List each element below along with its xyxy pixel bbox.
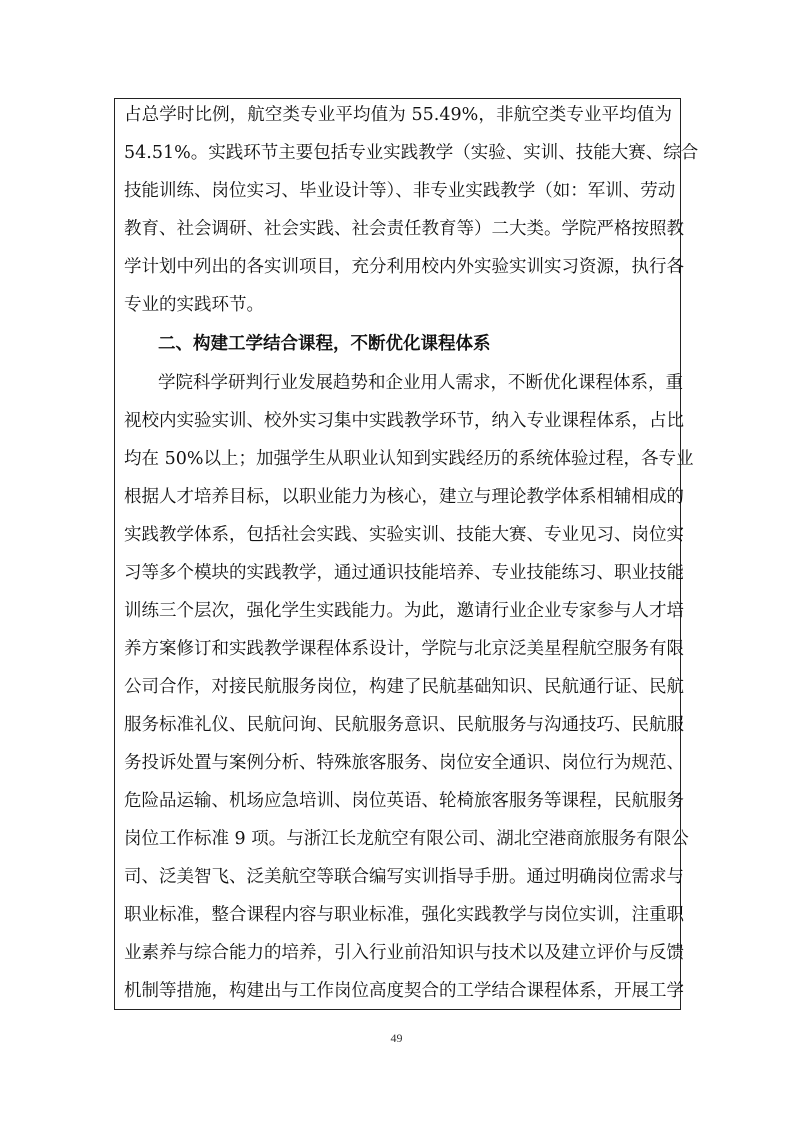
paragraph-1-line-4: 教育、社会调研、社会实践、社会责任教育等）二大类。学院严格按照教 [124, 219, 684, 239]
paragraph-2-line-1: 学院科学研判行业发展趋势和企业用人需求，不断优化课程体系，重 [158, 373, 683, 393]
paragraph-1-line-3: 技能训练、岗位实习、毕业设计等）、非专业实践教学（如：军训、劳动 [124, 181, 676, 201]
paragraph-2-line-13: 岗位工作标准 9 项。与浙江长龙航空有限公司、湖北空港商旅服务有限公 [124, 829, 689, 849]
paragraph-1-line-5: 学计划中列出的各实训项目，充分利用校内外实验实训实习资源，执行各 [124, 257, 684, 277]
paragraph-1-line-1: 占总学时比例，航空类专业平均值为 55.49%，非航空类专业平均值为 [124, 105, 672, 125]
paragraph-2-line-3: 均在 50%以上；加强学生从职业认知到实践经历的系统体验过程，各专业 [124, 449, 694, 469]
paragraph-2-line-11: 务投诉处置与案例分析、特殊旅客服务、岗位安全通识、岗位行为规范、 [124, 753, 684, 773]
paragraph-2-line-15: 职业标准，整合课程内容与职业标准，强化实践教学与岗位实训，注重职 [124, 905, 684, 925]
paragraph-2-line-10: 服务标准礼仪、民航问询、民航服务意识、民航服务与沟通技巧、民航服 [124, 715, 684, 735]
paragraph-2-line-12: 危险品运输、机场应急培训、岗位英语、轮椅旅客服务等课程，民航服务 [124, 791, 684, 811]
paragraph-1-line-6: 专业的实践环节。 [124, 295, 264, 315]
paragraph-2-line-2: 视校内实验实训、校外实习集中实践教学环节，纳入专业课程体系，占比 [124, 411, 684, 431]
paragraph-2-line-17: 机制等措施，构建出与工作岗位高度契合的工学结合课程体系，开展工学 [124, 981, 684, 1001]
section-heading: 二、构建工学结合课程，不断优化课程体系 [158, 334, 491, 354]
paragraph-1-line-2: 54.51%。实践环节主要包括专业实践教学（实验、实训、技能大赛、综合 [124, 143, 699, 163]
paragraph-2-line-14: 司、泛美智飞、泛美航空等联合编写实训指导手册。通过明确岗位需求与 [124, 867, 684, 887]
paragraph-2-line-8: 养方案修订和实践教学课程体系设计，学院与北京泛美星程航空服务有限 [124, 639, 684, 659]
page-number: 49 [390, 1031, 403, 1045]
paragraph-2-line-16: 业素养与综合能力的培养，引入行业前沿知识与技术以及建立评价与反馈 [124, 943, 684, 963]
paragraph-2-line-4: 根据人才培养目标，以职业能力为核心，建立与理论教学体系相辅相成的 [124, 487, 684, 507]
paragraph-2-line-5: 实践教学体系，包括社会实践、实验实训、技能大赛、专业见习、岗位实 [124, 525, 684, 545]
paragraph-2-line-7: 训练三个层次，强化学生实践能力。为此，邀请行业企业专家参与人才培 [124, 601, 684, 621]
paragraph-2-line-9: 公司合作，对接民航服务岗位，构建了民航基础知识、民航通行证、民航 [124, 677, 684, 697]
paragraph-2-line-6: 习等多个模块的实践教学，通过通识技能培养、专业技能练习、职业技能 [124, 563, 684, 583]
